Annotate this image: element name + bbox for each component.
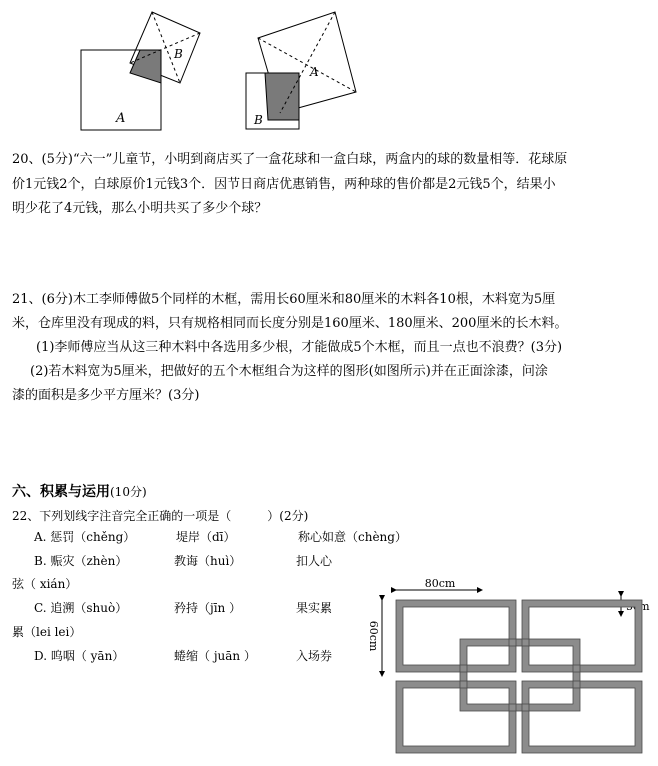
right-label-a: A: [310, 65, 319, 79]
left-square-pair: [81, 12, 200, 130]
q21-line-1: 21、(6分)木工李师傅做5个同样的木框，需用长60厘米和80厘米的木料各10根，木料宽为5厘: [12, 292, 556, 307]
right-square-pair: [246, 12, 356, 129]
q22-option-b-word-1: B. 赈灾（zhèn）: [34, 554, 128, 568]
frame-bottom-right: [526, 685, 639, 750]
q22-option-c-word-2: 矜持（jīn ）: [174, 601, 242, 615]
q22-option-d-word-1: D. 呜咽（ yān）: [34, 649, 125, 663]
q22-option-c-word-3: 果实累: [296, 601, 333, 615]
frame-bottom-left: [400, 685, 513, 750]
q22-option-a-word-2: 堤岸（dī）: [176, 530, 236, 544]
width-label: 80cm: [424, 577, 456, 590]
section-6-title: 六、积累与运用: [12, 484, 110, 500]
q20-line-2: 价1元钱2个，白球原价1元钱3个．因节日商店优惠销售，两种球的售价都是2元钱5个，结果小: [12, 177, 556, 192]
right-label-b: B: [254, 113, 263, 127]
q21-line-3: (1)李师傅应当从这三种木料中各选用多少根，才能做成5个木框，而且一点也不浪费？(3分): [36, 340, 563, 355]
left-label-a: A: [116, 111, 126, 126]
thickness-label: 5cm: [626, 600, 650, 613]
q22-stem: 22、下列划线字注音完全正确的一项是（ ）(2分): [12, 509, 309, 523]
q22-option-b-wrap: 弦（ xián）: [12, 577, 78, 591]
q21-line-2: 米，仓库里没有现成的料，只有规格相同而长度分别是160厘米、180厘米、200厘米的长木料。: [12, 316, 568, 331]
q21-line-4: (2)若木料宽为5厘米，把做好的五个木框组合为这样的图形(如图所示)并在正面涂漆，问涂: [30, 364, 548, 379]
frame-top-right: [526, 604, 639, 669]
q22-option-b-word-2: 教诲（huì）: [174, 554, 242, 568]
q22-option-a-word-3: 称心如意（chèng）: [298, 530, 407, 544]
q22-option-c-word-1: C. 追溯（shuò）: [34, 601, 128, 615]
section-6-heading: [12, 483, 147, 502]
q22-option-d-word-3: 入场券: [296, 649, 333, 663]
frame-top-left: [400, 604, 513, 669]
q22-option-b-word-3: 扣人心: [296, 554, 333, 568]
frame-center: [464, 643, 577, 708]
q20-line-1: 20、(5分)“六一”儿童节，小明到商店买了一盒花球和一盒白球，两盒内的球的数量相等．花球原: [12, 152, 568, 167]
wood-frame-figure: [362, 576, 658, 762]
squares-figure: [70, 8, 370, 138]
q22-option-d-word-2: 蜷缩（ juān ）: [174, 649, 256, 663]
left-label-b: B: [174, 47, 183, 61]
q22-option-c-wrap: 累（lei lei）: [12, 625, 82, 639]
q20-line-3: 明少花了4元钱，那么小明共买了多少个球？: [12, 201, 268, 216]
section-6-score: (10分): [110, 485, 147, 499]
q21-line-5: 漆的面积是多少平方厘米？(3分): [12, 388, 200, 403]
height-label: 60cm: [367, 620, 380, 652]
q22-option-a-word-1: A. 惩罚（chěng）: [34, 530, 136, 544]
